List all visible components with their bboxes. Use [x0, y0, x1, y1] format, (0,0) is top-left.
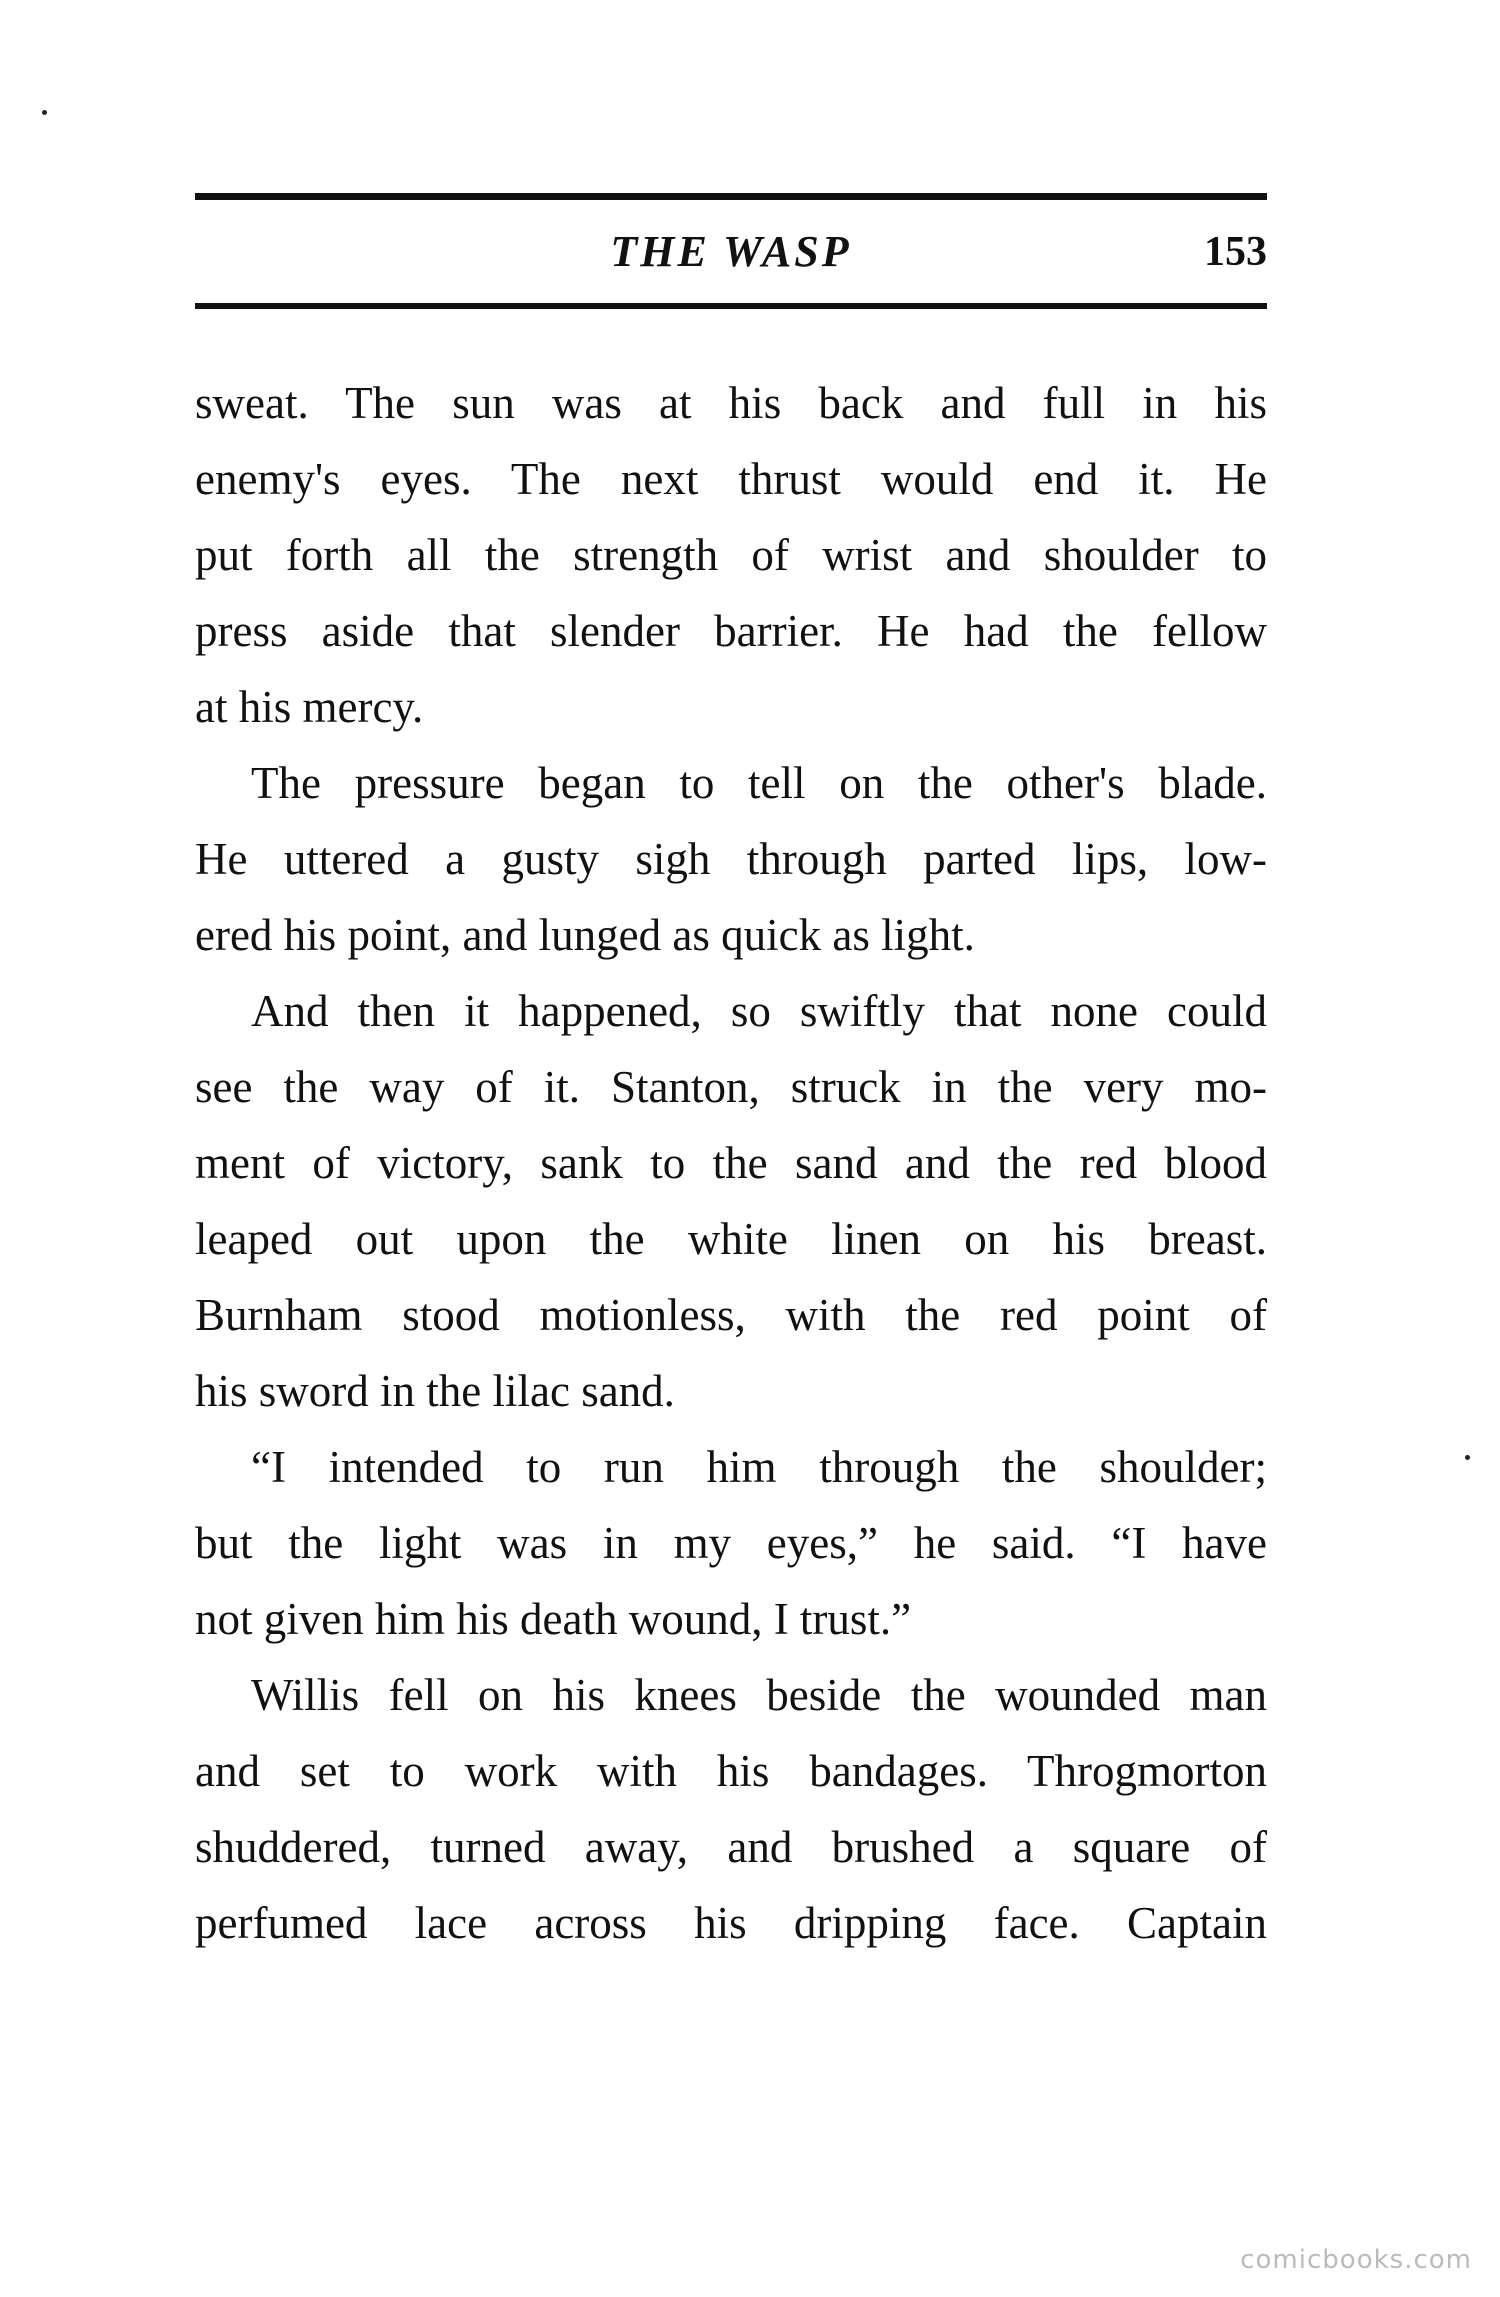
- header-rule-bottom: [195, 303, 1267, 309]
- text-line: The pressure began to tell on the other's blade.: [251, 758, 1267, 808]
- body-text: [195, 365, 1267, 1961]
- text-line: and set to work with his bandages. Throgmorton: [195, 1746, 1267, 1796]
- paragraph: [195, 365, 1267, 745]
- text-line: but the light was in my eyes,” he said. “I have: [195, 1518, 1267, 1568]
- text-line: sweat. The sun was at his back and full in his: [195, 378, 1267, 428]
- paragraph: [195, 1657, 1267, 1961]
- text-line: ered his point, and lunged as quick as light.: [195, 910, 975, 960]
- header-rule-top: [195, 193, 1267, 200]
- paragraph: [195, 1429, 1267, 1657]
- text-line: ment of victory, sank to the sand and the red blood: [195, 1138, 1267, 1188]
- ink-speck: [1465, 1455, 1470, 1460]
- paragraph: [195, 973, 1267, 1429]
- text-line: see the way of it. Stanton, struck in the very mo-: [195, 1062, 1267, 1112]
- text-line: put forth all the strength of wrist and shoulder to: [195, 530, 1267, 580]
- text-line: leaped out upon the white linen on his breast.: [195, 1214, 1267, 1264]
- watermark: comicbooks.com: [1240, 2245, 1472, 2275]
- text-line: not given him his death wound, I trust.”: [195, 1594, 912, 1644]
- text-line: perfumed lace across his dripping face. Captain: [195, 1898, 1267, 1948]
- ink-speck: [42, 110, 47, 115]
- text-line: Burnham stood motionless, with the red point of: [195, 1290, 1267, 1340]
- text-line: at his mercy.: [195, 682, 424, 732]
- text-line: “I intended to run him through the shoulder;: [251, 1442, 1267, 1492]
- page-number: 153: [1204, 229, 1267, 275]
- text-line: press aside that slender barrier. He had the fellow: [195, 606, 1267, 656]
- paragraph: [195, 745, 1267, 973]
- running-head-title: THE WASP: [610, 227, 852, 276]
- text-line: enemy's eyes. The next thrust would end it. He: [195, 454, 1267, 504]
- text-line: And then it happened, so swiftly that none could: [251, 986, 1267, 1036]
- text-line: He uttered a gusty sigh through parted lips, low-: [195, 834, 1267, 884]
- text-line: his sword in the lilac sand.: [195, 1366, 675, 1416]
- text-line: Willis fell on his knees beside the wounded man: [251, 1670, 1267, 1720]
- running-head: [195, 222, 1267, 292]
- text-line: shuddered, turned away, and brushed a square of: [195, 1822, 1267, 1872]
